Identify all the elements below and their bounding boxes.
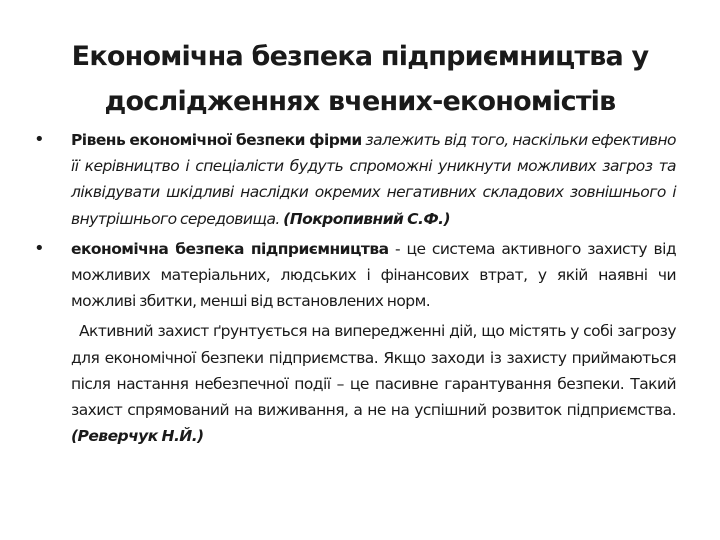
- slide-title: Економічна безпека підприємництва у дослідженнях вчених-економістів: [71, 41, 649, 117]
- bullet-1-term: Рівень економічної безпеки фірми: [71, 131, 362, 149]
- bullet-1-author: (Покропивний С.Ф.): [283, 209, 451, 228]
- bullet-dot: •: [34, 129, 45, 150]
- paragraph-author: (Реверчук Н.Й.): [71, 427, 204, 446]
- bullet-dot: •: [34, 237, 45, 259]
- paragraph-text: Активний захист ґрунтується на випередженні дій, що містять у собі загрозу для економічної безпеки підприємства. Якщо заходи із захисту приймаються після настання небезпечної події – це пасивне гарантування безпеки. Такий захист спрямований на виживання, а не на успішний розвиток підприємства.: [71, 322, 676, 420]
- slide-content: [34, 127, 676, 449]
- bullet-2-term: економічна безпека підприємництва: [71, 239, 389, 258]
- bullet-item-2: [34, 236, 676, 315]
- bullet-2-text: - це система активного захисту від можливих матеріальних, людських і фінансових втрат, у якій наявні чи можливі збитки, менші від встановлених норм.: [71, 239, 677, 311]
- bullet-item-1: [34, 127, 676, 232]
- body-paragraph: [34, 318, 676, 449]
- bullet-1-text: залежить від того, наскільки ефективно її керівництво і спеціалісти будуть спроможні уникнути можливих загроз та ліквідувати шкідливі наслідки окремих негативних складових зовнішнього і внутрішнього середовища.: [71, 131, 676, 228]
